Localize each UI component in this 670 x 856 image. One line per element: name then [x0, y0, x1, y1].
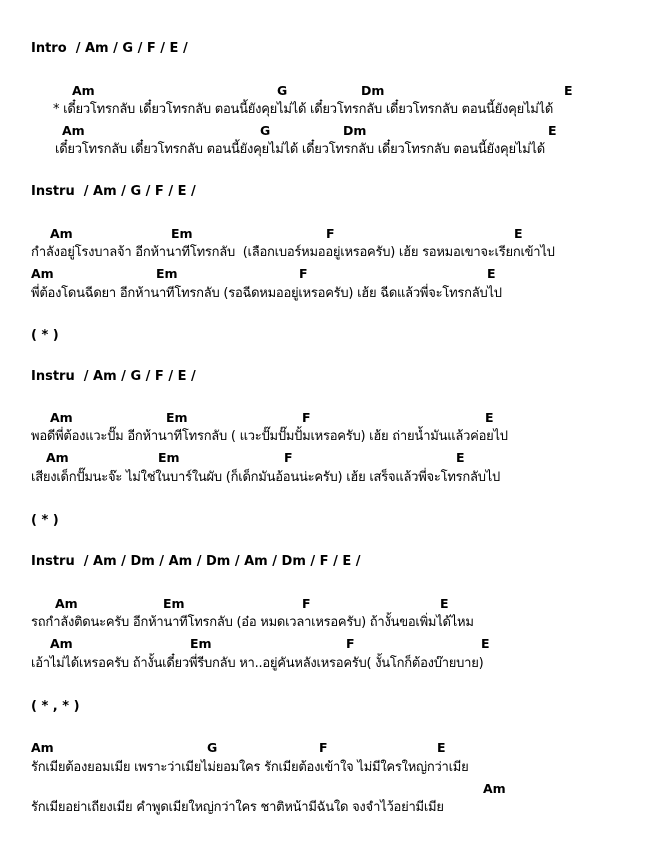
chord: Am	[483, 781, 506, 796]
chord: Am	[62, 123, 85, 138]
chord: F	[319, 740, 328, 755]
chord: F	[302, 596, 311, 611]
chord: E	[456, 450, 465, 465]
chord: F	[346, 636, 355, 651]
lyric-line: รักเมียต้องยอมเมีย เพราะว่าเมียไม่ยอมใคร รักเมียต้องเข้าใจ ไม่มีใครใหญ่กว่าเมีย	[31, 760, 469, 775]
chord: Am	[50, 410, 73, 425]
refrain-marker: ( * )	[31, 513, 59, 528]
lyric-line: เดี๋ยวโทรกลับ เดี๋ยวโทรกลับ ตอนนี้ยังคุยไม่ได้ เดี๋ยวโทรกลับ เดี๋ยวโทรกลับ ตอนนี้ยังคุยไม่ได้	[55, 142, 545, 157]
instru-line: Instru / Am / Dm / Am / Dm / Am / Dm / F / E /	[31, 554, 361, 569]
chord: Am	[31, 266, 54, 281]
lyric-line: พี่ต้องโดนฉีดยา อีกห้านาทีโทรกลับ (รอฉีดหมออยู่เหรอครับ) เฮ้ย ฉีดแล้วพี่จะโทรกลับไป	[31, 286, 502, 301]
intro-line: Intro / Am / G / F / E /	[31, 41, 188, 56]
chord: F	[326, 226, 335, 241]
lyric-line: รักเมียอย่าเถียงเมีย คำพูดเมียใหญ่กว่าใคร ชาติหน้ามีฉันใด จงจำไว้อย่ามีเมีย	[31, 800, 444, 815]
chord: E	[437, 740, 446, 755]
chord: E	[481, 636, 490, 651]
instru-line: Instru / Am / G / F / E /	[31, 369, 196, 384]
chord: Em	[163, 596, 185, 611]
chord: Em	[190, 636, 212, 651]
chord: F	[299, 266, 308, 281]
chord: Am	[50, 226, 73, 241]
chord: F	[302, 410, 311, 425]
chord: Em	[158, 450, 180, 465]
chord: Em	[156, 266, 178, 281]
instru-line: Instru / Am / G / F / E /	[31, 184, 196, 199]
chord: Am	[46, 450, 69, 465]
refrain-marker: ( * , * )	[31, 699, 80, 714]
chord: E	[514, 226, 523, 241]
chord: G	[207, 740, 218, 755]
lyric-line: รถกำลังติดนะครับ อีกห้านาทีโทรกลับ (อ๋อ หมดเวลาเหรอครับ) ถ้างั้นขอเพิ่มได้ไหม	[31, 615, 474, 630]
lyric-line: * เดี๋ยวโทรกลับ เดี๋ยวโทรกลับ ตอนนี้ยังคุยไม่ได้ เดี๋ยวโทรกลับ เดี๋ยวโทรกลับ ตอนนี้ยังคุยไม่ได้	[53, 102, 554, 117]
chord: Am	[72, 83, 95, 98]
chord: G	[277, 83, 288, 98]
chord: G	[260, 123, 271, 138]
chord: E	[548, 123, 557, 138]
lyric-line: เอ้าไม่ได้เหรอครับ ถ้างั้นเดี๋ยวพี่รีบกลับ หา..อยู่คันหลังเหรอครับ( งั้นโกก็ต้องบ๊ายบาย)	[31, 656, 484, 671]
chord: Em	[166, 410, 188, 425]
chord: E	[485, 410, 494, 425]
chord: E	[440, 596, 449, 611]
chord: E	[487, 266, 496, 281]
chord: Am	[50, 636, 73, 651]
chord: Am	[55, 596, 78, 611]
chord: F	[284, 450, 293, 465]
lyric-line: พอดีพี่ต้องแวะปั๊ม อีกห้านาทีโทรกลับ ( แวะปั๊มปั๊มปั้มเหรอครับ) เฮ้ย ถ่ายน้ำมันแล้วค่อยไป	[31, 429, 508, 444]
lyric-line: เสียงเด็กปั๊มนะจ๊ะ ไม่ใช่ในบาร์ในผับ (ก็เด็กมันอ้อนน่ะครับ) เฮ้ย เสร็จแล้วพี่จะโทรกลับไป	[31, 470, 501, 485]
chord: Am	[31, 740, 54, 755]
chord: E	[564, 83, 573, 98]
chord: Em	[171, 226, 193, 241]
lyric-line: กำลังอยู่โรงบาลจ้า อีกห้านาทีโทรกลับ (เลือกเบอร์หมออยู่เหรอครับ) เฮ้ย รอหมอเขาจะเรียกเข้าไป	[31, 245, 555, 260]
refrain-marker: ( * )	[31, 328, 59, 343]
chord: Dm	[361, 83, 385, 98]
chord: Dm	[343, 123, 367, 138]
